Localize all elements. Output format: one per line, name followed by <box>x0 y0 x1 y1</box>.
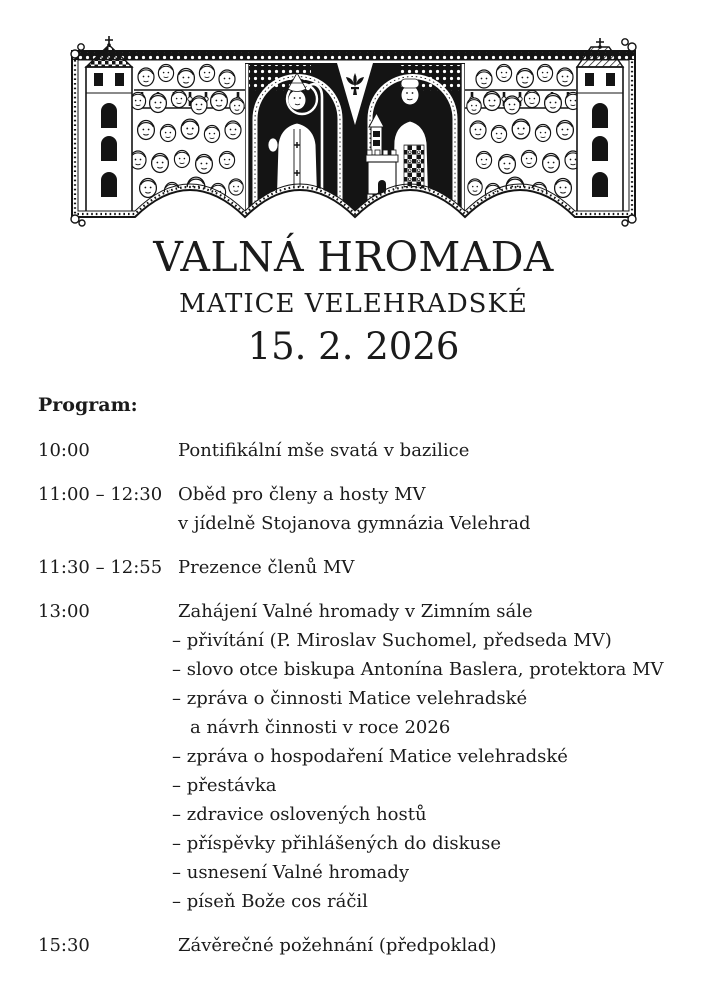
row-time: 10:00 <box>38 440 90 461</box>
schedule-line: – zpráva o činnosti Matice velehradské <box>172 688 528 709</box>
row-lines <box>178 553 693 582</box>
schedule-row <box>38 436 693 465</box>
tower-left <box>86 67 132 215</box>
schedule-line: – usnesení Valné hromady <box>172 862 410 883</box>
schedule-line: – zpráva o hospodaření Matice velehradské <box>172 746 568 767</box>
page-subtitle: MATICE VELEHRADSKÉ <box>179 289 528 319</box>
central-arcade <box>245 63 465 212</box>
schedule-line: Závěrečné požehnání (předpoklad) <box>178 935 497 956</box>
header-illustration <box>70 33 640 230</box>
schedule-line: Prezence členů MV <box>178 557 355 578</box>
schedule-line: – slovo otce biskupa Antonína Baslera, protektora MV <box>172 659 664 680</box>
schedule-line: – zdravice oslovených hostů <box>172 804 427 825</box>
schedule-line: – přivítání (P. Miroslav Suchomel, předseda MV) <box>172 630 612 651</box>
row-time: 13:00 <box>38 601 90 622</box>
schedule-line: – příspěvky přihlášených do diskuse <box>172 833 501 854</box>
schedule-line: Oběd pro členy a hosty MV <box>178 484 426 505</box>
crowd-right <box>467 64 581 200</box>
schedule-row <box>38 480 693 538</box>
tower-right <box>577 67 623 215</box>
schedule-row <box>38 931 693 960</box>
schedule-line: Pontifikální mše svatá v bazilice <box>178 440 470 461</box>
schedule-line: v jídelně Stojanova gymnázia Velehrad <box>178 513 531 534</box>
schedule-row <box>38 553 693 582</box>
program-heading: Program: <box>38 394 138 416</box>
row-lines <box>178 436 693 465</box>
row-lines <box>178 931 693 960</box>
row-lines <box>172 597 693 916</box>
crowd-left <box>130 64 244 200</box>
row-time: 11:00 – 12:30 <box>38 484 163 505</box>
page-title: VALNÁ HROMADA <box>153 233 554 281</box>
schedule-line: Zahájení Valné hromady v Zimním sále <box>178 601 533 622</box>
schedule-line: – přestávka <box>172 775 277 796</box>
cyril-and-methodius-woodcut-icon <box>70 33 640 230</box>
schedule-line: a návrh činnosti v roce 2026 <box>190 717 451 738</box>
schedule-row <box>38 597 693 916</box>
schedule <box>38 436 693 975</box>
row-lines <box>178 480 693 538</box>
row-time: 11:30 – 12:55 <box>38 557 163 578</box>
row-time: 15:30 <box>38 935 90 956</box>
event-date: 15. 2. 2026 <box>247 325 460 368</box>
schedule-line: – píseň Bože cos ráčil <box>172 891 368 912</box>
